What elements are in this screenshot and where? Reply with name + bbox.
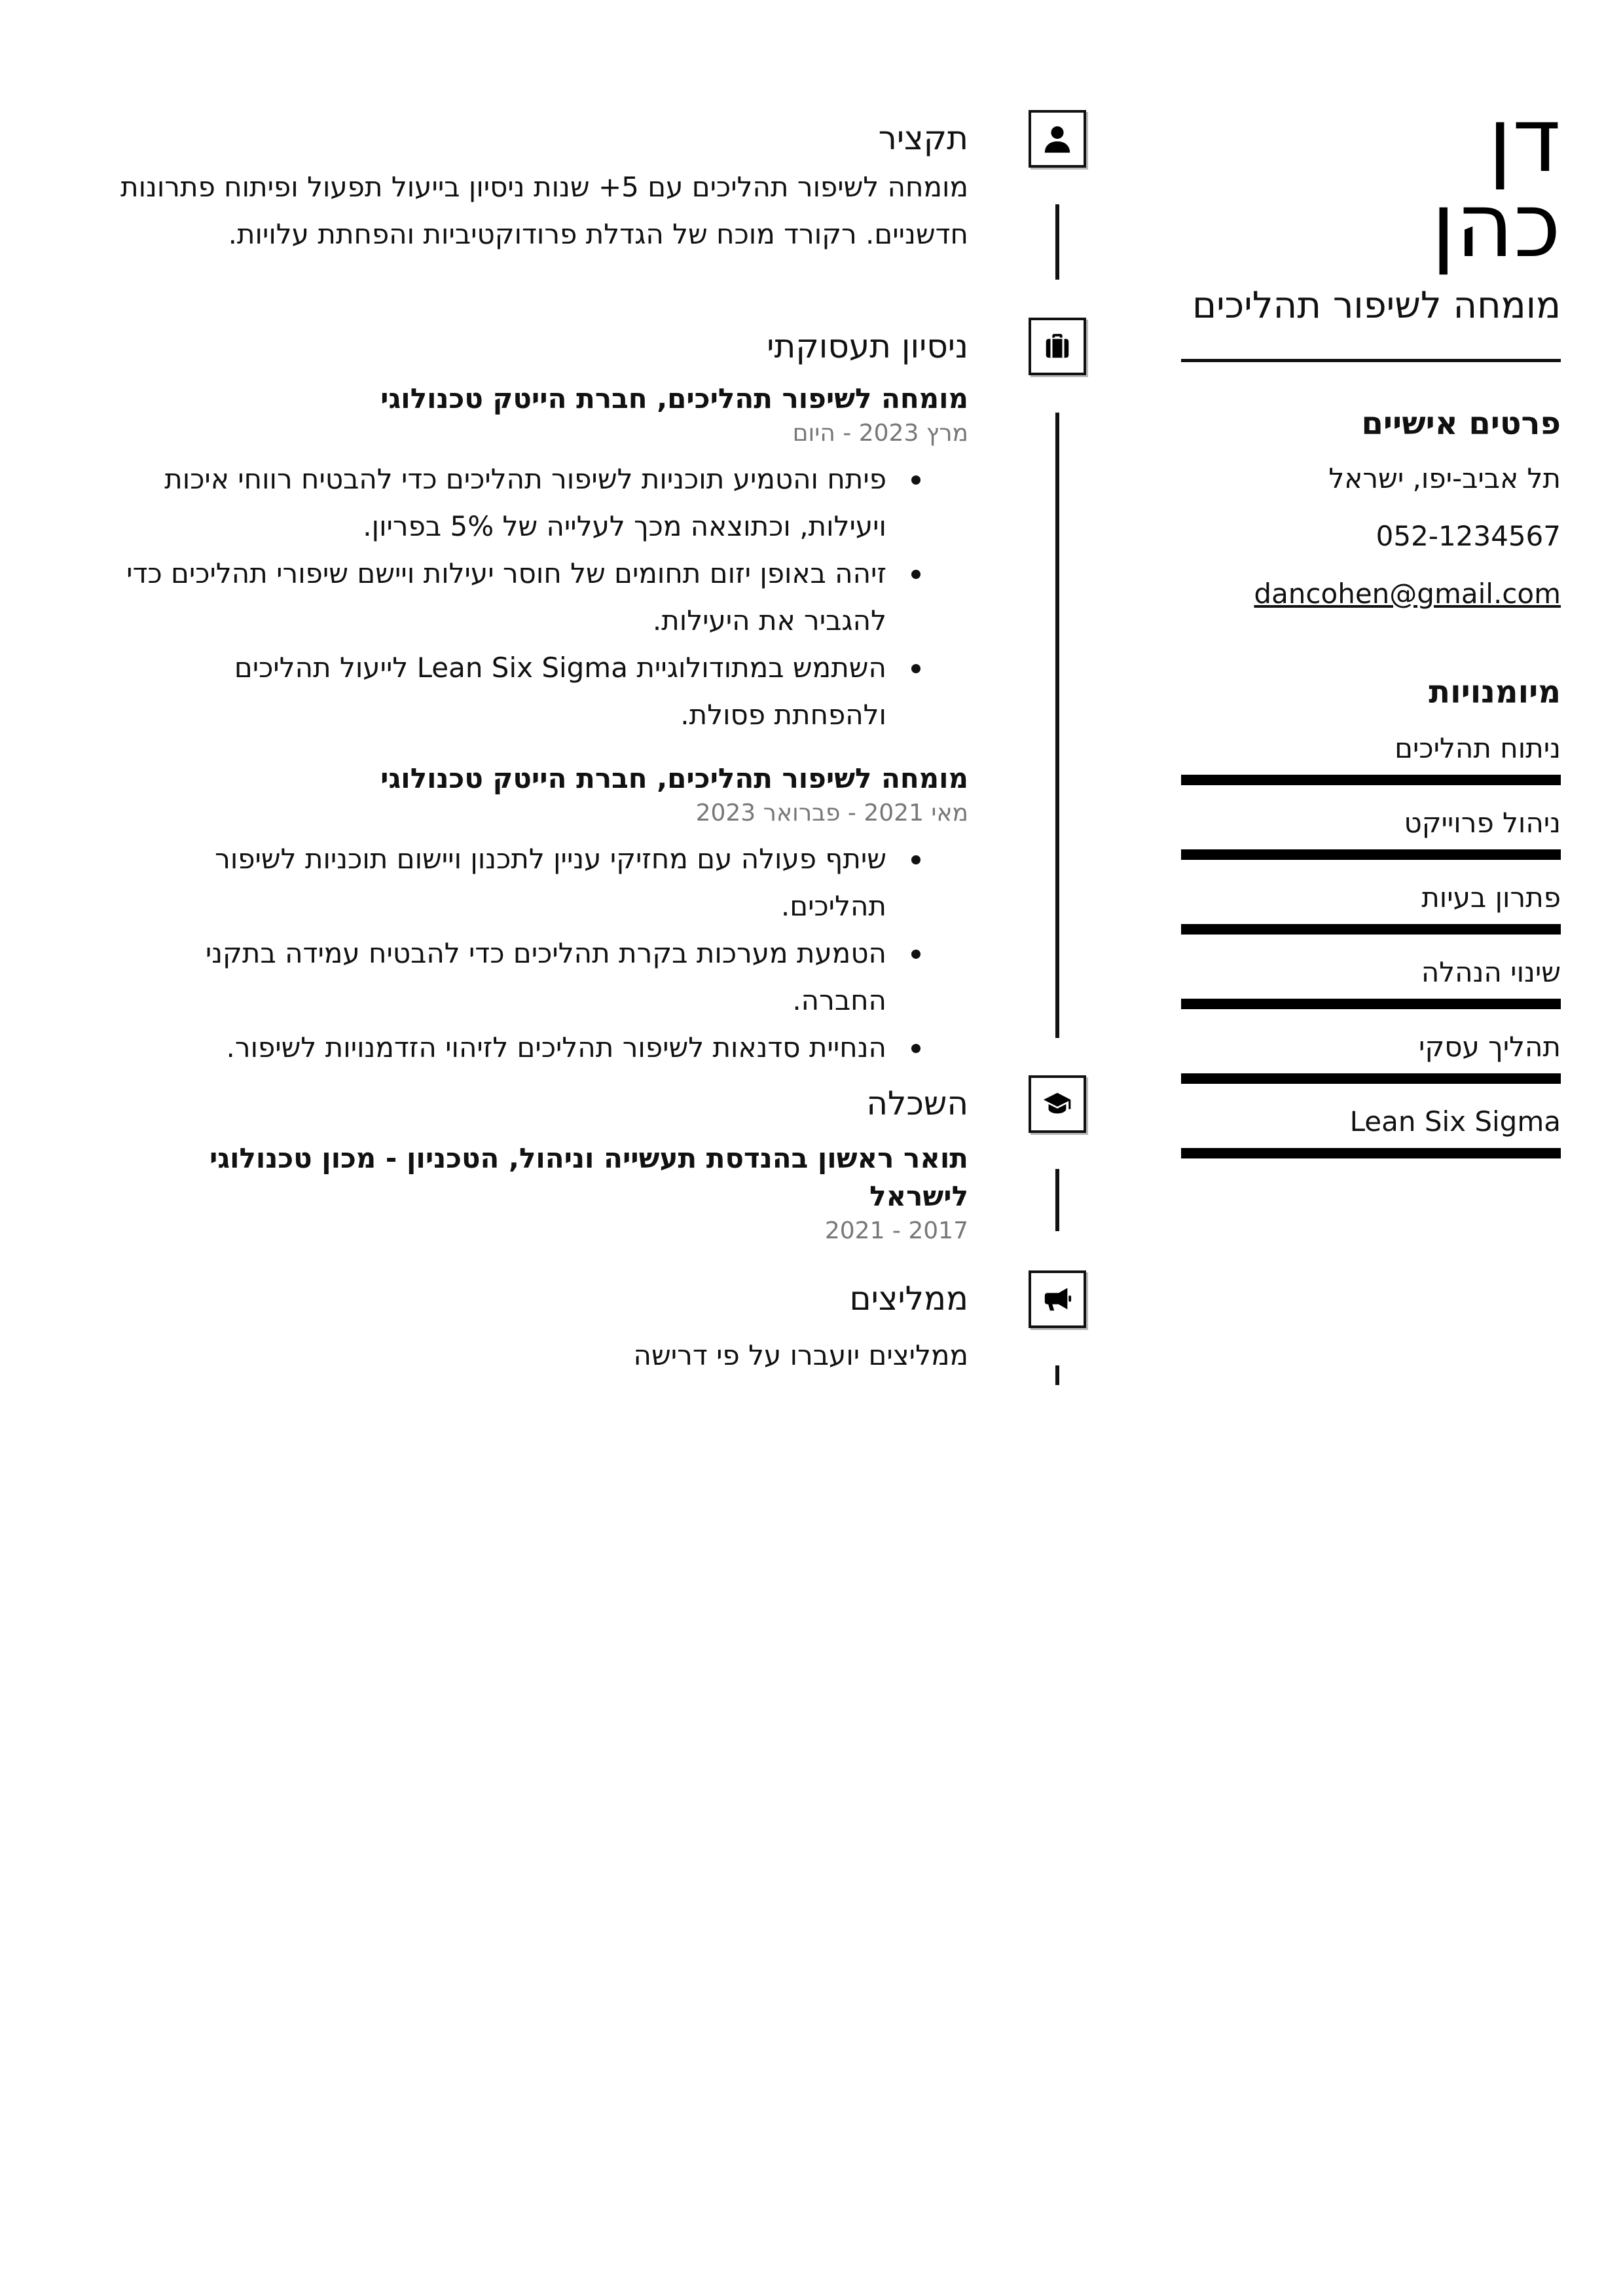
job-entry (117, 760, 968, 1071)
skill-bar-fill (1181, 1073, 1561, 1084)
skills-list (1181, 725, 1561, 1158)
summary-section (117, 117, 968, 258)
job-heading: מומחה לשיפור תהליכים, חברת הייטק טכנולוגי (380, 762, 968, 794)
job-bullets (117, 836, 968, 1071)
education-title: השכלה (866, 1084, 968, 1122)
skill-label: שינוי הנהלה (1421, 956, 1561, 988)
skill-bar (1181, 924, 1561, 935)
skill-label: ניתוח תהליכים (1395, 732, 1561, 764)
job-bullet: הטמעת מערכות בקרת תהליכים כדי להבטיח עמידה בתקני החברה. (117, 930, 886, 1024)
timeline-line (1055, 204, 1059, 280)
timeline-line (1055, 413, 1059, 1038)
education-dates: 2017 - 2021 (824, 1217, 968, 1244)
references-text: ממליצים יועברו על פי דרישה (633, 1339, 968, 1371)
last-name: כהן (1431, 174, 1561, 278)
location: תל אביב-יפו, ישראל (1328, 462, 1561, 494)
skill-bar (1181, 999, 1561, 1009)
summary-title: תקציר (878, 119, 968, 157)
references-section (117, 1277, 968, 1379)
phone: 052-1234567 (1376, 520, 1561, 552)
skill-bar (1181, 1073, 1561, 1084)
timeline-line (1055, 1365, 1059, 1385)
education-section (117, 1082, 968, 1247)
skill-bar-fill (1181, 849, 1561, 860)
skill-label: ניהול פרוייקט (1404, 807, 1561, 839)
job-bullets (117, 456, 968, 739)
job-bullet: שיתף פעולה עם מחזיקי עניין לתכנון ויישום תוכניות לשיפור תהליכים. (117, 836, 886, 930)
email-text[interactable]: dancohen@gmail.com (1254, 578, 1561, 610)
personal-details-heading: פרטים אישיים (1361, 405, 1561, 442)
summary-text: מומחה לשיפור תהליכים עם 5+ שנות ניסיון בייעול תפעול ופיתוח פתרונות חדשניים. רקורד מוכח של הגדלת פרודוקטיביות והפחתת עלויות. (120, 171, 968, 250)
user-icon (1029, 110, 1086, 168)
first-name: דן (1487, 89, 1561, 193)
skill-bar (1181, 775, 1561, 785)
job-bullet: הנחיית סדנאות לשיפור תהליכים לזיהוי הזדמנויות לשיפור. (117, 1024, 886, 1071)
skill-item (1181, 874, 1561, 935)
skill-label: Lean Six Sigma (1349, 1105, 1561, 1138)
skill-item (1181, 949, 1561, 1009)
references-title: ממליצים (849, 1280, 968, 1318)
skill-bar-fill (1181, 775, 1561, 785)
skill-bar (1181, 1148, 1561, 1158)
job-dates: מאי 2021 - פברואר 2023 (695, 800, 968, 826)
skill-label: תהליך עסקי (1419, 1031, 1561, 1063)
skill-item (1181, 800, 1561, 860)
job-heading: מומחה לשיפור תהליכים, חברת הייטק טכנולוגי (380, 382, 968, 415)
timeline-line (1055, 1169, 1059, 1231)
job-bullet: השתמש במתודולוגיית Lean Six Sigma לייעול תהליכים ולהפחתת פסולת. (117, 644, 886, 739)
experience-title: ניסיון תעסוקתי (767, 327, 968, 365)
sidebar (1181, 89, 1561, 1158)
job-title: מומחה לשיפור תהליכים (1192, 284, 1561, 327)
skill-item (1181, 1024, 1561, 1084)
briefcase-icon (1029, 318, 1086, 375)
skill-bar-fill (1181, 1148, 1561, 1158)
skill-bar-fill (1181, 999, 1561, 1009)
skill-bar (1181, 849, 1561, 860)
skill-item (1181, 1098, 1561, 1158)
job-dates: מרץ 2023 - היום (792, 420, 968, 447)
title-divider (1181, 359, 1561, 362)
job-entry (117, 380, 968, 739)
education-heading: תואר ראשון בהנדסת תעשייה וניהול, הטכניון - מכון טכנולוגי לישראל (209, 1142, 968, 1212)
skill-bar-fill (1181, 924, 1561, 935)
megaphone-icon (1029, 1270, 1086, 1328)
job-bullet: פיתח והטמיע תוכניות לשיפור תהליכים כדי להבטיח רווחי איכות ויעילות, וכתוצאה מכך לעלייה של 5% בפריון. (117, 456, 886, 550)
skill-item (1181, 725, 1561, 785)
email-link[interactable] (1181, 565, 1561, 623)
experience-section (117, 325, 968, 1071)
job-bullet: זיהה באופן יזום תחומים של חוסר יעילות ויישם שיפורי תהליכים כדי להגביר את היעילות. (117, 550, 886, 644)
skill-label: פתרון בעיות (1421, 881, 1561, 914)
skills-heading: מיומנויות (1429, 674, 1561, 711)
graduation-cap-icon (1029, 1075, 1086, 1133)
